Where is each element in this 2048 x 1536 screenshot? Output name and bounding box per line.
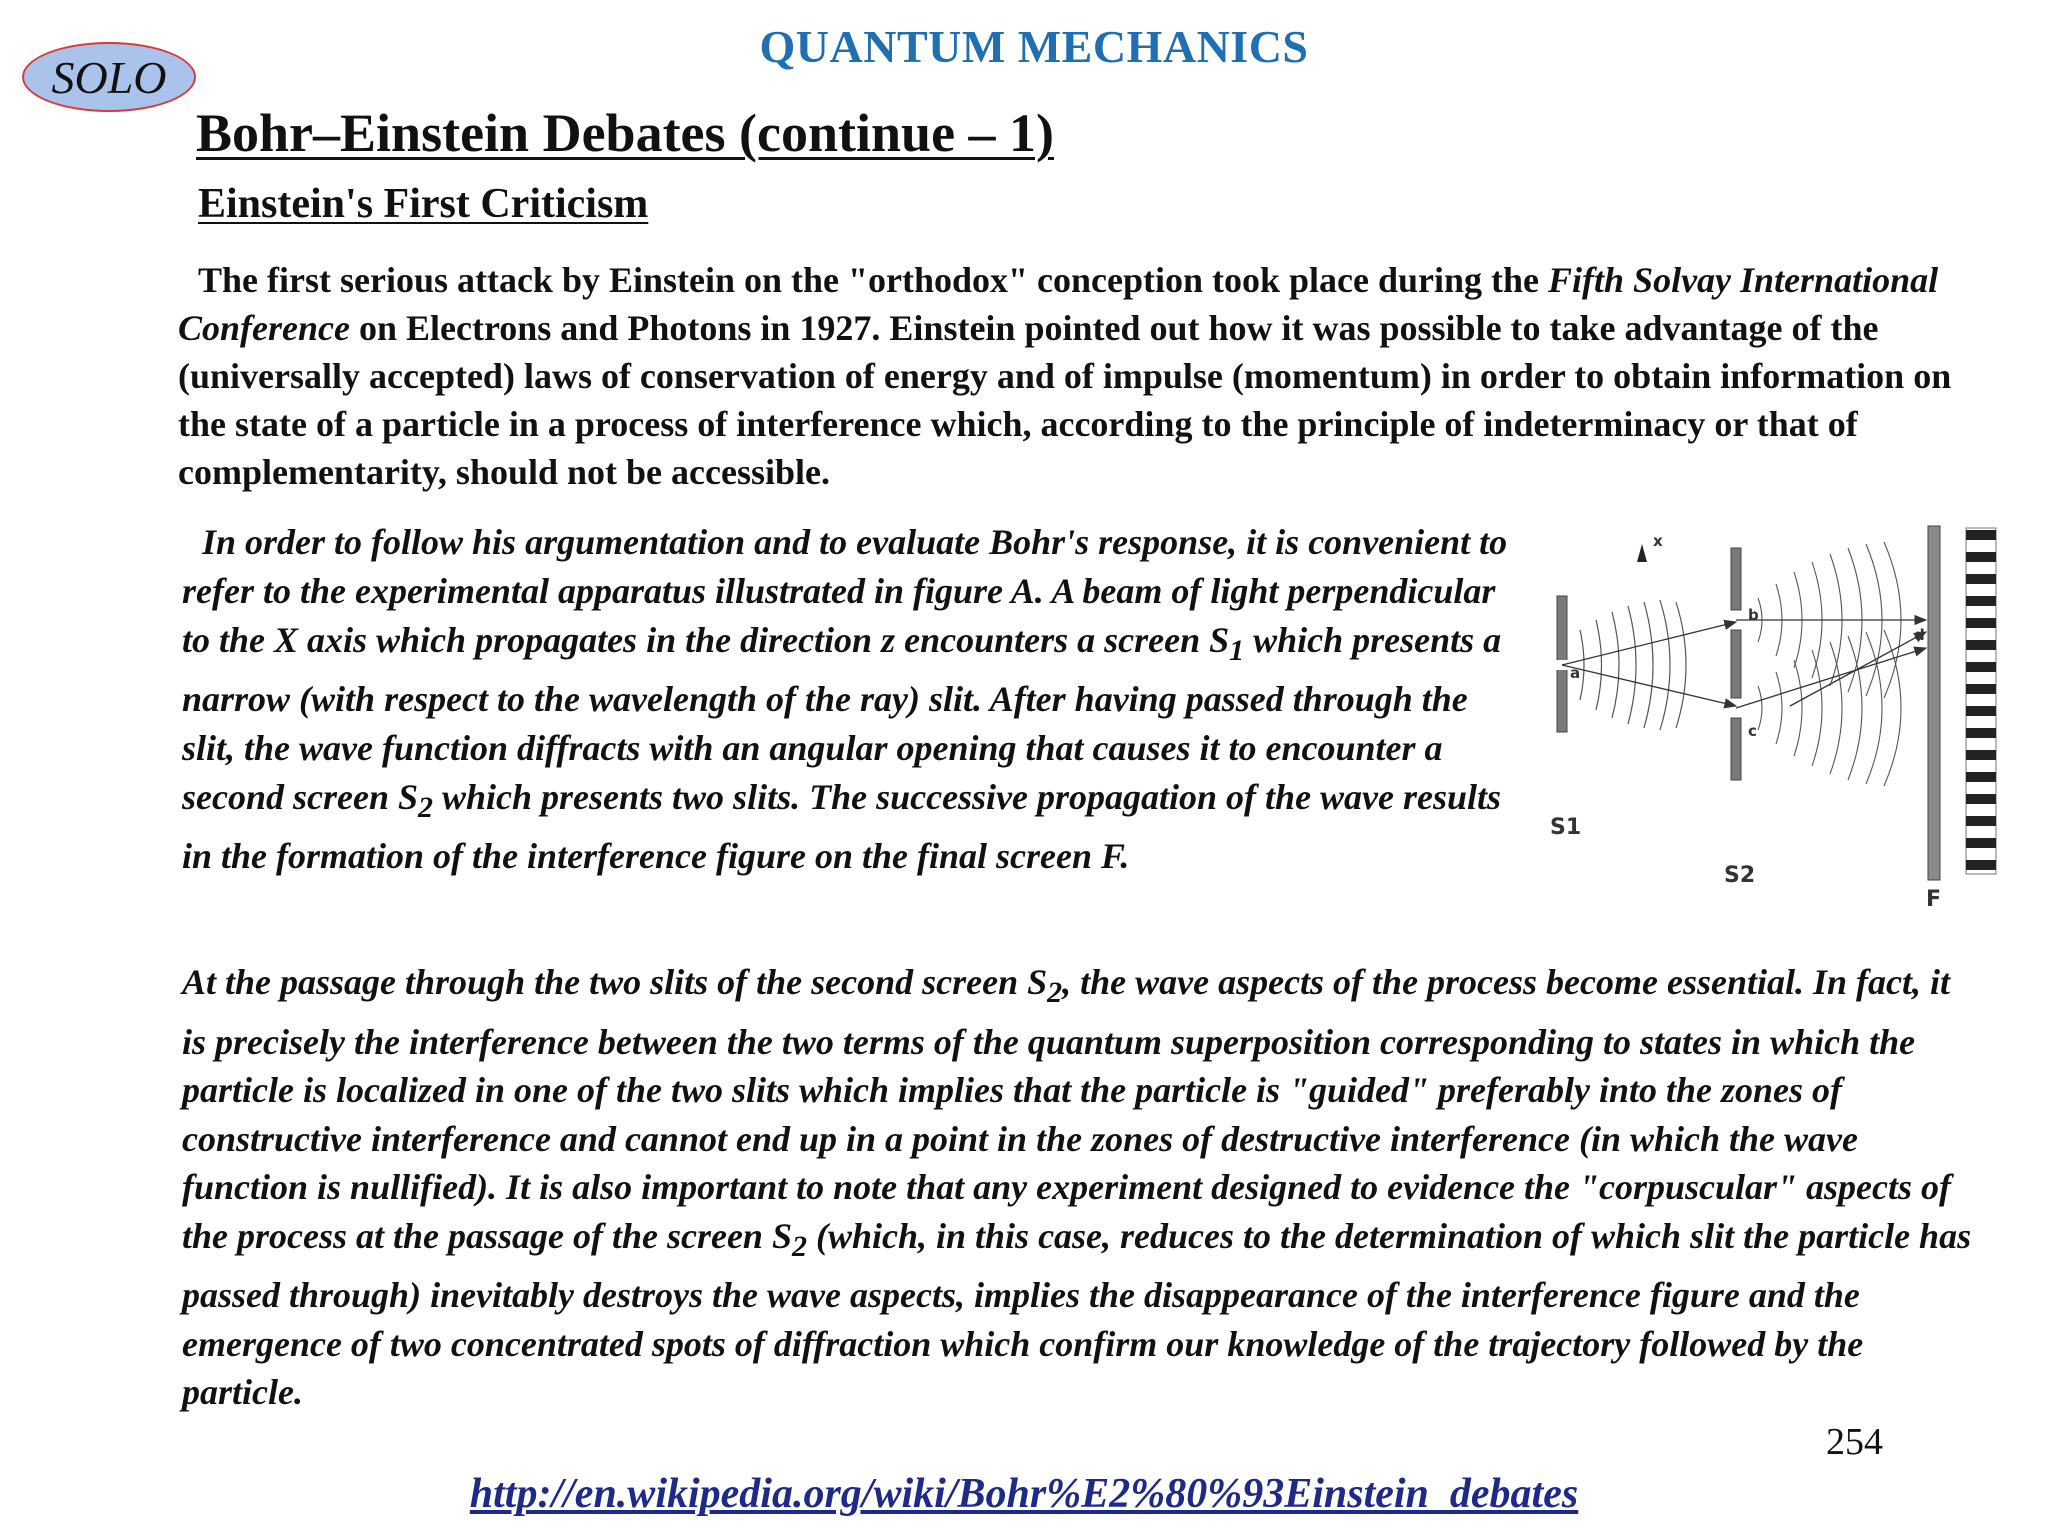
solo-badge-label: SOLO (51, 51, 167, 103)
subscript-s2: 2 (418, 791, 433, 825)
double-slit-figure (1540, 520, 2010, 910)
subscript-s2-first: 2 (1047, 976, 1063, 1010)
wavefronts-s2-lower (1758, 630, 1901, 786)
screen-s2-lower (1731, 718, 1741, 780)
paragraph-intro-part-c: on Electrons and Photons in 1927. Einstein pointed out how it was possible to take advantage of the (universally accepted) laws of conservation of energy and of impulse (momentum) in order to obtain information on the state of a particle in a process of interference which, according to the principle of indeterminacy or that of complementarity, should not be accessible. (178, 308, 1952, 492)
x-axis-label: x (1653, 532, 1663, 550)
point-a-label: a (1570, 664, 1581, 682)
point-c-label: c (1748, 722, 1757, 740)
subscript-s1: 1 (1229, 634, 1245, 668)
paragraph-apparatus (182, 518, 1522, 881)
screen-s2-label: S2 (1724, 863, 1756, 888)
final-screen-f (1928, 526, 1940, 880)
screen-s1-label: S1 (1550, 815, 1582, 840)
paragraph-intro-emphasis: Fifth Solvay International Conference (178, 260, 1939, 348)
paragraph-interference-part-c: (which, in this case, reduces to the determination of which slit the particle has passed through) inevitably destroys the wave aspects, implies the disappearance of the interference figure and the emergence of two concentrated spots of diffraction which confirm our knowledge of the trajectory followed by the particle. (182, 1215, 1972, 1413)
paragraph-apparatus-part-a: In order to follow his argumentation and to evaluate Bohr's response, it is convenient to refer to the experimental apparatus illustrated in figure A. A beam of light perpendicular to the X axis which propagates in the direction z encounters a screen S (182, 522, 1508, 660)
paragraph-interference-part-b: , the wave aspects of the process become essential. In fact, it is precisely the interference between the two terms of the quantum superposition corresponding to states in which the particle is localized in one of the two slits which implies that the particle is "guided" preferably into the zones of constructive interference and cannot end up in a point in the zones of destructive interference (in which the wave function is nullified). It is also important to note that any experiment designed to evidence the "corpuscular" aspects of the process at the passage of the screen S (182, 962, 1952, 1256)
paragraph-apparatus-part-c: which presents two slits. The successive propagation of the wave results in the formation of the interference figure on the final screen F. (182, 777, 1502, 877)
page-number: 254 (1826, 1421, 1883, 1463)
interference-fringes (1966, 528, 1996, 874)
paragraph-intro-part-a: The first serious attack by Einstein on the "orthodox" conception took place during the (198, 260, 1549, 300)
paragraph-interference-part-a: At the passage through the two slits of the second screen S (182, 962, 1048, 1002)
rays-s2 (1736, 620, 1926, 708)
subscript-s2-second: 2 (791, 1229, 807, 1263)
subject-header: QUANTUM MECHANICS (759, 21, 1309, 72)
point-d-label: d (1914, 626, 1925, 644)
source-link[interactable]: http://en.wikipedia.org/wiki/Bohr%E2%80%93Einstein_debates (469, 1471, 1579, 1517)
wavefronts-s1 (1580, 600, 1686, 730)
slide-title: Bohr–Einstein Debates (continue – 1) (196, 103, 1055, 163)
screen-s2-middle (1731, 630, 1741, 698)
paragraph-interference (182, 958, 1982, 1417)
paragraph-intro (178, 256, 1978, 496)
section-heading: Einstein's First Criticism (198, 181, 649, 227)
x-axis-arrow-icon (1637, 544, 1647, 562)
point-b-label: b (1748, 606, 1759, 624)
double-slit-diagram (1540, 520, 2010, 910)
final-screen-label: F (1926, 887, 1942, 910)
paragraph-apparatus-part-b: which presents a narrow (with respect to the wavelength of the ray) slit. After having passed through the slit, the wave function diffracts with an angular opening that causes it to encounter a second screen S (182, 620, 1502, 818)
screen-s2 (1731, 548, 1741, 610)
rays-s1 (1562, 622, 1736, 706)
